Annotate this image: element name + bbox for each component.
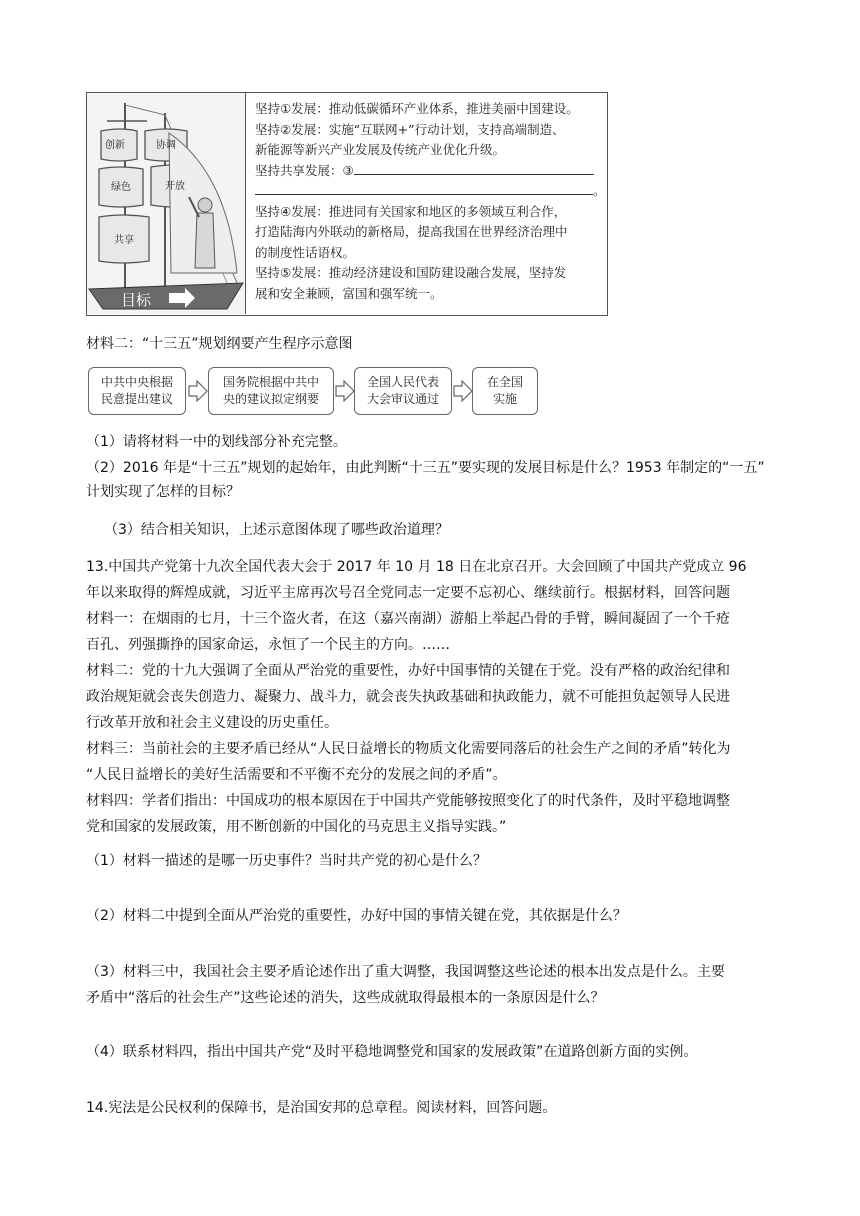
sail-label: 共享 bbox=[114, 235, 134, 246]
flow-step-2: 国务院根据中共中 央的建议拟定纲要 bbox=[208, 367, 334, 415]
fill-in-blank bbox=[354, 162, 594, 175]
ship-illustration bbox=[87, 93, 246, 314]
q13-material4-line2: 党和国家的发展政策，用不断创新的中国化的马克思主义指导实践。” bbox=[86, 819, 507, 835]
q13-intro-line1: 13.中国共产党第十九次全国代表大会于 2017 年 10 月 18 日在北京召开。大会回顾了中国共产党成立 96 bbox=[86, 559, 747, 575]
q13-part1: （1）材料一描述的是哪一历史事件？当时共产党的初心是什么？ bbox=[86, 853, 487, 869]
q12-part2-line2: 计划实现了怎样的目标？ bbox=[86, 484, 240, 500]
q13-material4-line1: 材料四：学者们指出：中国成功的根本原因在于中国共产党能够按照变化了的时代条件，及时平稳地调整 bbox=[86, 793, 730, 809]
q13-intro-line2: 年以来取得的辉煌成就，习近平主席再次号召全党同志一定要不忘初心、继续前行。根据材料，回答问题 bbox=[86, 585, 730, 601]
figure-text-panel bbox=[255, 99, 605, 304]
arrow-right-icon bbox=[453, 380, 473, 402]
sail-label: 协调 bbox=[156, 140, 176, 151]
figure-development-concepts bbox=[86, 92, 608, 316]
flow-step-4: 在全国 实施 bbox=[472, 367, 538, 415]
figure-line: 打造陆海内外联动的新格局，提高我国在世界经济治理中 bbox=[255, 224, 568, 239]
figure-line bbox=[255, 161, 605, 182]
figure-line: 坚持①发展：推动低碳循环产业体系，推进美丽中国建设。 bbox=[255, 101, 579, 116]
q12-part2-line1: （2）2016 年是“十三五”规划的起始年，由此判断“十三五”要实现的发展目标是什么？1953 年制定的“一五” bbox=[86, 460, 765, 476]
q13-material3-line1: 材料三：当前社会的主要矛盾已经从“人民日益增长的物质文化需要同落后的社会生产之间的矛盾”转化为 bbox=[86, 741, 731, 757]
flow-step-1: 中共中央根据 民意提出建议 bbox=[88, 367, 186, 415]
figure-line: 坚持⑤发展：推动经济建设和国防建设融合发展，坚持发 bbox=[255, 265, 567, 280]
material2-title: 材料二：“十三五”规划纲要产生程序示意图 bbox=[86, 336, 353, 352]
q13-part3-line1: （3）材料三中，我国社会主要矛盾论述作出了重大调整，我国调整这些论述的根本出发点是什么。主要 bbox=[86, 964, 725, 980]
figure-line: 展和安全兼顾，富国和强军统一。 bbox=[255, 285, 443, 301]
q13-part4: （4）联系材料四，指出中国共产党“及时平稳地调整党和国家的发展政策”在道路创新方面的实例。 bbox=[86, 1044, 698, 1060]
q13-material2-line3: 行改革开放和社会主义建设的历史重任。 bbox=[86, 715, 338, 731]
q13-part3-line2: 矛盾中“落后的社会生产”这些论述的消失，这些成就取得最根本的一条原因是什么？ bbox=[86, 990, 605, 1006]
q13-material2-line2: 政治规矩就会丧失创造力、凝聚力、战斗力，就会丧失执政基础和执政能力，就不可能担负起领导人民进 bbox=[86, 689, 730, 705]
q13-material2-line1: 材料二：党的十九大强调了全面从严治党的重要性，办好中国事情的关键在于党。没有严格的政治纪律和 bbox=[86, 663, 730, 679]
shared-development-label: 坚持共享发展：③ bbox=[255, 162, 354, 178]
blank-end-mark: 。 bbox=[593, 183, 606, 198]
figure-line bbox=[255, 181, 605, 202]
sail-label: 开放 bbox=[165, 181, 185, 192]
figure-line: 的制度性话语权。 bbox=[255, 244, 356, 260]
q12-part3: （3）结合相关知识，上述示意图体现了哪些政治道理？ bbox=[104, 522, 449, 538]
figure-line: 新能源等新兴产业发展及传统产业优化升级。 bbox=[255, 142, 506, 157]
sail-label: 绿色 bbox=[111, 182, 131, 193]
arrow-right-icon bbox=[335, 380, 355, 402]
q13-material1-line1: 材料一：在烟雨的七月，十三个盗火者，在这（嘉兴南湖）游船上举起凸骨的手臂，瞬间凝固了一个千疮 bbox=[86, 611, 730, 627]
target-label: 目标 bbox=[121, 291, 152, 309]
q14-intro: 14.宪法是公民权利的保障书，是治国安邦的总章程。阅读材料，回答问题。 bbox=[86, 1100, 557, 1116]
flow-step-3: 全国人民代表 大会审议通过 bbox=[354, 367, 452, 415]
figure-line: 坚持④发展：推进同有关国家和地区的多领域互利合作， bbox=[255, 203, 567, 219]
fill-in-blank bbox=[255, 182, 593, 195]
q13-material1-line2: 百孔、列强撕挣的国家命运，永恒了一个民主的方向。…… bbox=[86, 637, 450, 653]
sail-label: 创新 bbox=[105, 140, 125, 151]
arrow-right-icon bbox=[188, 380, 208, 402]
figure-line: 坚持②发展：实施“互联网+”行动计划，支持高端制造、 bbox=[255, 121, 565, 137]
q12-part1: （1）请将材料一中的划线部分补充完整。 bbox=[86, 434, 347, 450]
q13-material3-line2: “人民日益增长的美好生活需要和不平衡不充分的发展之间的矛盾”。 bbox=[86, 767, 507, 783]
q13-part2: （2）材料二中提到全面从严治党的重要性，办好中国的事情关键在党，其依据是什么？ bbox=[86, 908, 627, 924]
